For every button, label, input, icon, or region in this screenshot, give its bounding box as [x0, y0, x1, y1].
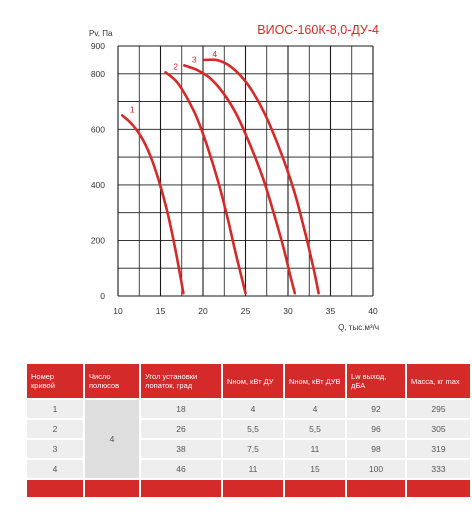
curve-3-label: 3: [191, 54, 197, 65]
cell-poles: 4: [85, 400, 139, 478]
x-tick-label: 25: [240, 306, 251, 316]
cell-angle: 26: [141, 420, 221, 438]
y-tick-label: 600: [90, 124, 105, 135]
table-row: [27, 400, 470, 418]
cell-curve: 3: [27, 440, 83, 458]
y-tick-label: 800: [90, 68, 105, 79]
footer-cell: [347, 480, 405, 497]
table-footer-row: [27, 480, 470, 497]
x-axis-label: Q, тыс.м³/ч: [338, 323, 379, 332]
x-tick-label: 15: [155, 306, 166, 316]
cell-power-du: 5,5: [223, 420, 283, 438]
cell-mass: 305: [407, 420, 470, 438]
cell-power-duv: 4: [285, 400, 345, 418]
curves: [122, 49, 318, 293]
cell-power-duv: 15: [285, 460, 345, 478]
x-tick-label: 35: [325, 306, 336, 316]
header-sound-level: Lw выход, дБА: [347, 364, 405, 398]
cell-power-du: 7,5: [223, 440, 283, 458]
header-power-du: Nном, кВт ДУ: [223, 364, 283, 398]
axis-ticks: [91, 41, 378, 316]
header-mass: Масса, кг max: [407, 364, 470, 398]
cell-curve: 2: [27, 420, 83, 438]
header-power-duv: Nном, кВт ДУВ: [285, 364, 345, 398]
footer-cell: [85, 480, 139, 497]
curve-1-line: [122, 115, 183, 293]
cell-mass: 319: [407, 440, 470, 458]
cell-sound-level: 100: [347, 460, 405, 478]
footer-cell: [27, 480, 83, 497]
x-tick-label: 20: [198, 306, 208, 316]
cell-sound-level: 92: [347, 400, 405, 418]
x-tick-label: 30: [283, 306, 293, 316]
cell-power-duv: 5,5: [285, 420, 345, 438]
y-tick-label: 900: [90, 41, 105, 51]
curve-2-label: 2: [173, 61, 178, 72]
cell-mass: 333: [407, 460, 470, 478]
cell-sound-level: 96: [347, 420, 405, 438]
header-blade-angle: Угол установки лопаток, град: [141, 364, 221, 398]
cell-angle: 38: [141, 440, 221, 458]
cell-angle: 46: [141, 460, 221, 478]
cell-angle: 18: [141, 400, 221, 418]
curve-4-label: 4: [212, 48, 218, 59]
curve-1-label: 1: [129, 104, 135, 115]
footer-cell: [141, 480, 221, 497]
header-curve-number: Номер кривой: [27, 364, 83, 398]
cell-sound-level: 98: [347, 440, 405, 458]
y-tick-label: 400: [90, 179, 105, 190]
cell-curve: 1: [27, 400, 83, 418]
x-tick-label: 10: [113, 306, 123, 316]
y-tick-label: 200: [90, 235, 105, 246]
footer-cell: [223, 480, 283, 497]
cell-power-du: 11: [223, 460, 283, 478]
cell-power-duv: 11: [285, 440, 345, 458]
curve-3-line: [184, 65, 294, 293]
header-poles: Число полюсов: [85, 364, 139, 398]
chart-title: ВИОС-160К-8,0-ДУ-4: [257, 23, 379, 37]
footer-cell: [285, 480, 345, 497]
table-header-row: [27, 364, 470, 398]
spec-table: [25, 362, 472, 499]
y-axis-label: Pv, Па: [89, 29, 113, 38]
cell-curve: 4: [27, 460, 83, 478]
footer-cell: [407, 480, 470, 497]
x-tick-label: 40: [368, 306, 378, 316]
cell-mass: 295: [407, 400, 470, 418]
y-tick-label: 0: [100, 291, 105, 301]
cell-power-du: 4: [223, 400, 283, 418]
